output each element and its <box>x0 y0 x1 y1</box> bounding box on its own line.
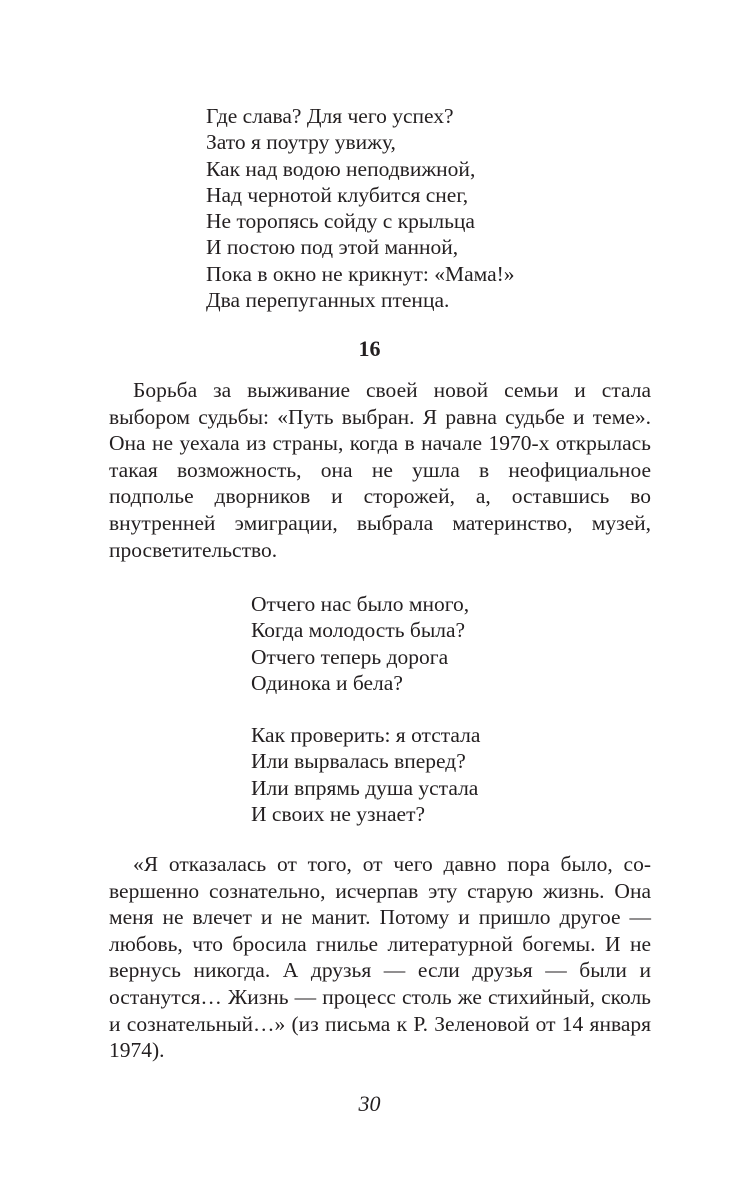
body-paragraph: Борьба за выживание своей новой семьи и стала выбором судьбы: «Путь выбран. Я равна судьбе и теме». Она не уехала из страны, когда в начале 1970-х открылась такая возможность, она не ушла в неофициальное подполье дворников и сторожей, а, оставшись во внутренней эмиграции, выбрала материнство, музей, просветительство. <box>109 378 651 562</box>
poem-line: Как проверить: я отстала <box>251 723 481 748</box>
poem-line: Два перепуганных птенца. <box>206 288 450 313</box>
section-number: 16 <box>358 336 381 361</box>
stanza-break <box>251 696 480 722</box>
poem-line: Как над водою неподвижной, <box>206 156 476 181</box>
poem-line: Не торопясь сойду с крыльца <box>206 209 475 234</box>
quote-paragraph: «Я отказалась от того, от чего давно пора было, совершенно сознательно, исчерпав эту старую жизнь. Она меня не влечет и не манит. Потому и пришло другое — любовь, что бросила гнилье литературной богемы. И не вернусь никогда. А друзья — если друзья — были и останутся… Жизнь — процесс столь же стихийный, сколь и сознательный…» (из письма к Р. Зеленовой от 14 января 1974). <box>109 852 651 1063</box>
poem-line: И своих не узнает? <box>251 802 426 827</box>
poem-line: Или впрямь душа устала <box>251 775 479 800</box>
poem-line: И постою под этой манной, <box>206 235 459 260</box>
poem-line: Отчего нас было много, <box>251 592 470 616</box>
poem-verse-top <box>206 103 515 313</box>
poem-verse-middle <box>251 591 480 827</box>
poem-line: Или вырвалась вперед? <box>251 749 466 774</box>
poem-line: Отчего теперь дорога <box>251 644 449 669</box>
poem-line: Зато я поутру увижу, <box>206 130 396 155</box>
poem-line: Над чернотой клубится снег, <box>206 182 469 207</box>
page-number: 30 <box>358 1091 381 1116</box>
poem-line: Одинока и бела? <box>251 670 403 695</box>
poem-line: Где слава? Для чего успех? <box>206 104 454 128</box>
poem-line: Когда молодость была? <box>251 618 466 643</box>
poem-line: Пока в окно не крикнут: «Мама!» <box>206 261 515 286</box>
